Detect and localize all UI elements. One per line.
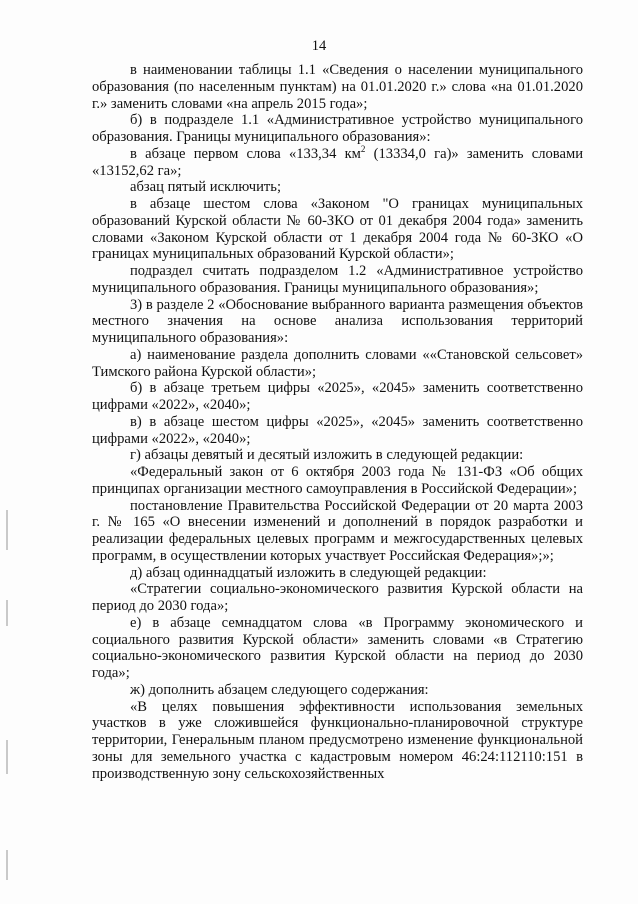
paragraph-strategy: «Стратегии социально-экономического развития Курской области на период до 2030 года»;	[92, 581, 583, 614]
paragraph-federal-law: «Федеральный закон от 6 октября 2003 года № 131-ФЗ «Об общих принципах организации местного самоуправления в Российской Федерации»;	[92, 464, 583, 497]
paragraph-section-2: 3) в разделе 2 «Обоснование выбранного варианта размещения объектов местного значения на основе анализа использования территорий муниципального образования»:	[92, 296, 583, 346]
paragraph-sixth-replacement: в абзаце шестом слова «Законом "О границах муниципальных образований Курской области № 60-ЗКО от 01 декабря 2004 года» заменить словами «Законом Курской области от 1 декабря 2004 года № 60-ЗКО «О границах муниципальных образований Курской области»;	[92, 196, 583, 263]
paragraph-item-zh: ж) дополнить абзацем следующего содержания:	[130, 681, 429, 698]
paragraph-area-replacement	[92, 143, 583, 180]
area-superscript: 2	[360, 143, 366, 154]
paragraph-subsection-1-1: б) в подразделе 1.1 «Административное устройство муниципального образования. Границы муниципального образования»:	[92, 112, 583, 145]
paragraph-item-a: а) наименование раздела дополнить словами ««Становской сельсовет» Тимского района Курской области»;	[92, 346, 583, 380]
paragraph-land-use: «В целях повышения эффективности использования земельных участков в уже сложившейся функционально-планировочной структуре территории, Генеральным планом предусмотрено изменение функциональной зоны для земельного участка с кадастровым номером 46:24:112110:151 в производственную зону сельскохозяйственных	[92, 698, 583, 782]
area-text-before: в абзаце первом слова «133,34 км	[130, 145, 361, 162]
paragraph-item-d: д) абзац одиннадцатый изложить в следующей редакции:	[130, 564, 487, 581]
area-text-after: (13334,0 га)» заменить словами «13152,62 га»;	[92, 145, 583, 179]
paragraph-item-g: г) абзацы девятый и десятый изложить в следующей редакции:	[130, 447, 524, 464]
paragraph-item-v: в) в абзаце шестом цифры «2025», «2045» заменить соответственно цифрами «2022», «2040»;	[92, 413, 583, 447]
document-body	[92, 62, 583, 782]
scan-margin-marks	[6, 480, 12, 900]
paragraph-item-e: е) в абзаце семнадцатом слова «в Программу экономического и социального развития Курской области» заменить словами «в Стратегию социально-экономического развития Курской области на период до 2030 года»;	[92, 614, 583, 681]
paragraph-item-b: б) в абзаце третьем цифры «2025», «2045» заменить соответственно цифрами «2022», «2040»;	[92, 380, 583, 413]
paragraph-subsection-1-2: подраздел считать подразделом 1.2 «Административное устройство муниципального образования. Границы муниципального образования»;	[92, 263, 583, 296]
paragraph-table-title: в наименовании таблицы 1.1 «Сведения о населении муниципального образования (по населенным пунктам) на 01.01.2020 г.» слова «на 01.01.2020 г.» заменить словами «на апрель 2015 года»;	[92, 62, 583, 112]
page-number: 14	[311, 38, 327, 54]
paragraph-fifth-excluded: абзац пятый исключить;	[130, 179, 282, 196]
paragraph-government-decree: постановление Правительства Российской Федерации от 20 марта 2003 г. № 165 «О внесении изменений и дополнений в порядок разработки и реализации федеральных целевых программ и межгосударственных целевых программ, в осуществлении которых участвует Российская Федерация»;»;	[92, 497, 583, 564]
